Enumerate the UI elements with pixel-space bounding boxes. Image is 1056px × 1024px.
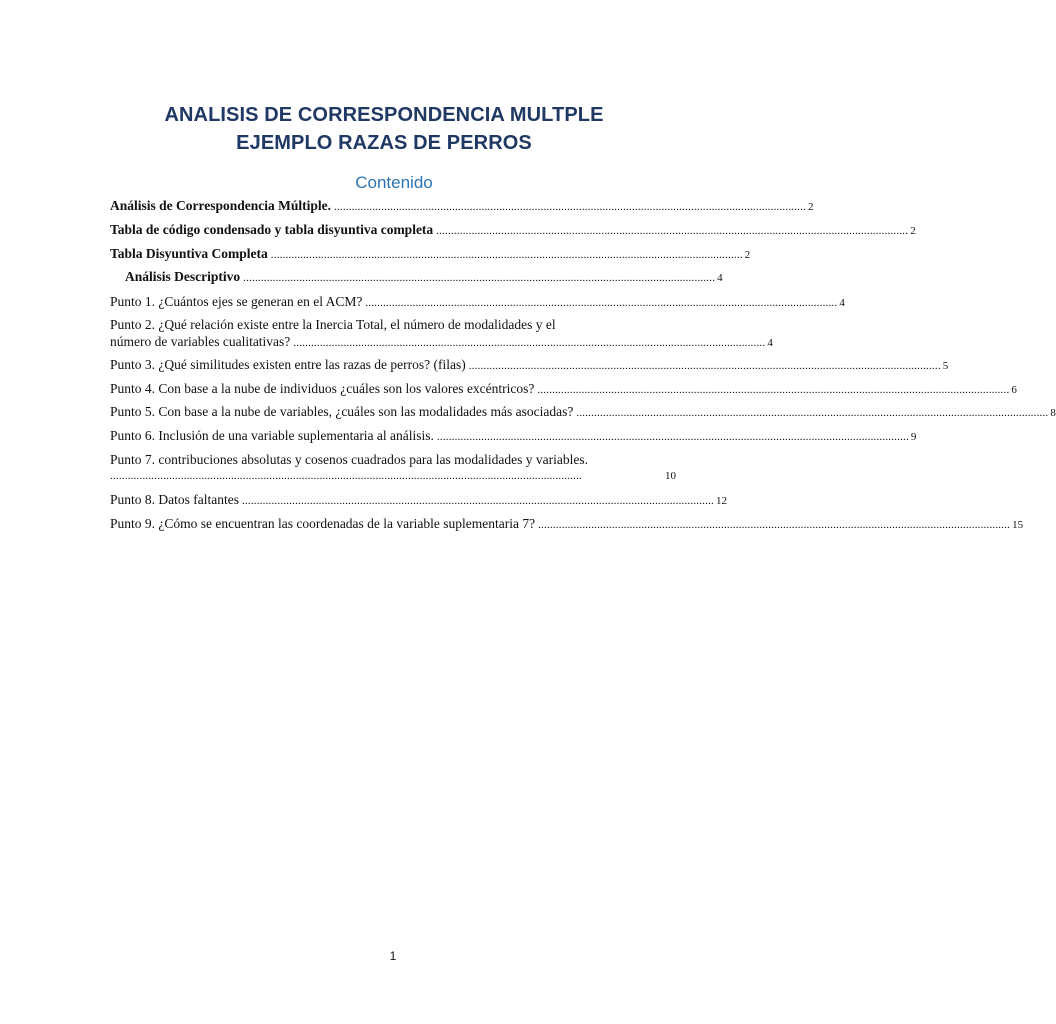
toc-leader: ................................................................................................................................................................ — [110, 470, 582, 482]
toc-leader: ................................................................................................................................................................ — [468, 360, 941, 372]
toc-entry-text: Tabla Disyuntiva Completa — [110, 246, 268, 261]
toc-entry-text: Análisis de Correspondencia Múltiple. — [110, 198, 332, 213]
toc-entry-text: Punto 6. Inclusión de una variable suplementaria al análisis. — [110, 428, 434, 443]
title-line-2: EJEMPLO RAZAS DE PERROS — [236, 132, 532, 154]
toc-entry[interactable] — [110, 515, 1024, 534]
toc-entry-text: Análisis Descriptivo — [125, 269, 241, 284]
toc-entry-page: 2 — [808, 201, 814, 213]
toc-entry-page: 6 — [1011, 384, 1017, 396]
toc-entry-text: Punto 3. ¿Qué similitudes existen entre las razas de perros? (filas) — [110, 357, 466, 372]
toc-entry-page: 9 — [910, 431, 917, 443]
toc-entry[interactable] — [110, 403, 1056, 422]
toc-leader: ................................................................................................................................................................ — [537, 384, 1010, 396]
toc-entry[interactable] — [110, 427, 917, 446]
toc-entry[interactable] — [110, 356, 949, 375]
toc-entry-text: Punto 4. Con base a la nube de individuos ¿cuáles son los valores excéntricos? — [110, 381, 535, 396]
toc-entry-page: 8 — [1050, 407, 1056, 419]
toc-leader: ................................................................................................................................................................ — [243, 272, 716, 284]
toc-entry-page: 4 — [839, 297, 845, 309]
toc-entry-page: 2 — [744, 249, 751, 261]
document-title — [0, 101, 768, 157]
toc-entry[interactable] — [110, 316, 773, 352]
toc-heading: Contenido — [355, 173, 433, 192]
toc-entry-text: Punto 9. ¿Cómo se encuentran las coordenadas de la variable suplementaria 7? — [110, 516, 536, 531]
toc-entry-page: 5 — [942, 360, 949, 372]
toc-entry-text: Punto 8. Datos faltantes — [110, 492, 239, 507]
toc-leader: ................................................................................................................................................................ — [576, 407, 1049, 419]
toc-leader: ................................................................................................................................................................ — [241, 495, 714, 507]
toc-entry-text: Punto 1. ¿Cuántos ejes se generan en el ACM? — [110, 294, 363, 309]
toc-entry-page: 15 — [1012, 519, 1024, 531]
toc-entry[interactable] — [110, 245, 751, 264]
toc-entry[interactable] — [110, 268, 723, 287]
toc-leader: ................................................................................................................................................................ — [293, 337, 766, 349]
toc-entry[interactable] — [110, 197, 814, 216]
toc-entry-text: número de variables cualitativas? — [110, 334, 291, 349]
title-line-1: ANALISIS DE CORRESPONDENCIA MULTPLE — [164, 104, 604, 126]
toc-entry[interactable] — [110, 293, 845, 312]
page-number: 1 — [389, 949, 397, 963]
toc-leader: ................................................................................................................................................................ — [270, 249, 743, 261]
toc-entry-text-line-1: Punto 7. contribuciones absolutas y cosenos cuadrados para las modalidades y variables. — [110, 452, 589, 467]
toc-entry[interactable] — [110, 491, 727, 510]
toc-entry[interactable] — [110, 221, 916, 240]
toc-leader: ................................................................................................................................................................ — [334, 201, 807, 213]
toc-entry-text: Tabla de código condensado y tabla disyuntiva completa — [110, 222, 434, 237]
toc-entry-text-line-1: Punto 2. ¿Qué relación existe entre la Inercia Total, el número de modalidades y el — [110, 317, 556, 332]
toc-entry-page: 4 — [717, 272, 723, 284]
toc-entry-page: 2 — [910, 225, 916, 237]
toc-leader: ................................................................................................................................................................ — [365, 297, 838, 309]
toc-entry[interactable] — [110, 451, 676, 485]
toc-leader: ................................................................................................................................................................ — [538, 519, 1011, 531]
toc-entry-page: 10 — [665, 470, 676, 482]
toc-leader: ................................................................................................................................................................ — [436, 225, 909, 237]
toc-entry-text: Punto 5. Con base a la nube de variables, ¿cuáles son las modalidades más asociadas? — [110, 404, 574, 419]
toc-entry[interactable] — [110, 380, 1017, 399]
toc-entry-page: 12 — [715, 495, 727, 507]
toc-entry-page: 4 — [767, 337, 773, 349]
toc-leader: ................................................................................................................................................................ — [436, 431, 909, 443]
